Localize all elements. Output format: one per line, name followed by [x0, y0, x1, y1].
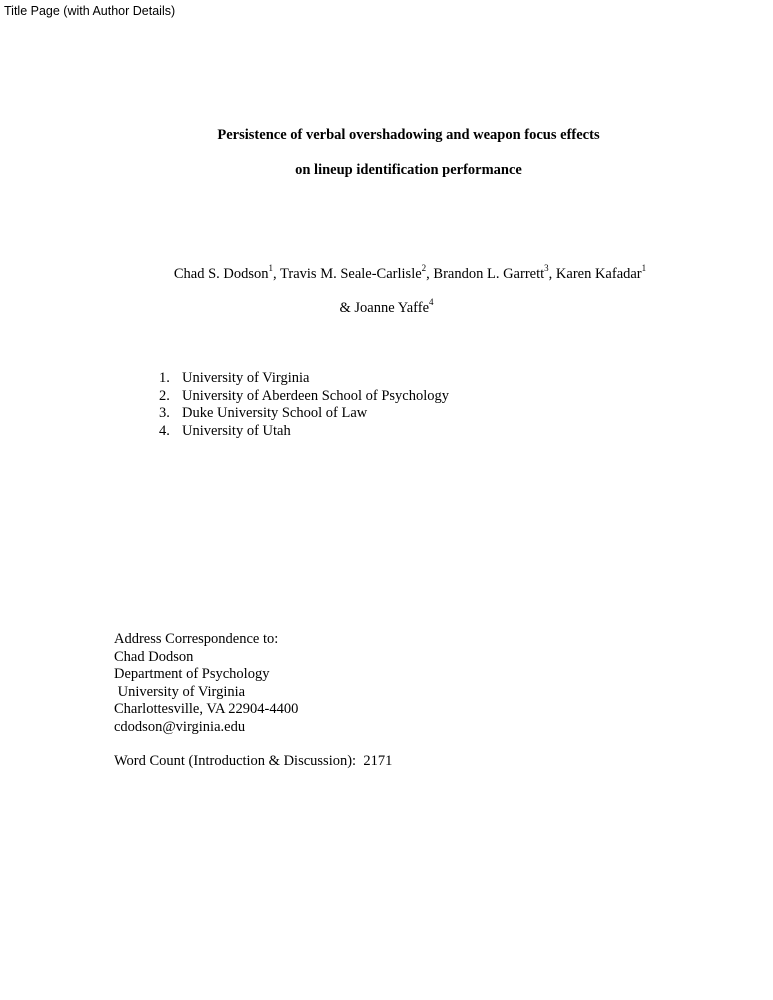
correspondence-department: Department of Psychology — [114, 666, 270, 682]
correspondence-city: Charlottesville, VA 22904-4400 — [114, 701, 299, 717]
correspondence-name: Chad Dodson — [114, 648, 194, 665]
author-name: Travis M. Seale-Carlisle — [280, 266, 422, 282]
correspondence-university: University of Virginia — [114, 683, 246, 700]
author-name: & Joanne Yaffe — [339, 300, 430, 316]
word-count-label: Word Count (Introduction & Discussion): — [114, 753, 357, 769]
author-affiliation-sup: 3 — [544, 263, 549, 274]
author-list — [0, 265, 773, 283]
affiliation-name: University of Utah — [182, 422, 291, 439]
correspondence-block — [114, 631, 298, 736]
affiliation-number: 4. — [159, 422, 170, 439]
correspondence-heading: Address Correspondence to: — [114, 631, 279, 647]
affiliation-number: 2. — [159, 387, 170, 404]
page-header-label: Title Page (with Author Details) — [4, 4, 176, 18]
affiliation-name: Duke University School of Law — [182, 405, 368, 421]
author-affiliation-sup: 1 — [641, 263, 647, 274]
author-separator: , — [548, 266, 556, 282]
author-name: Chad S. Dodson — [173, 266, 269, 282]
author-list-continued — [0, 299, 773, 317]
affiliation-item — [159, 388, 449, 406]
affiliation-number: 1. — [159, 370, 170, 386]
author-affiliation-sup: 2 — [421, 263, 427, 274]
affiliation-name: University of Virginia — [182, 370, 310, 386]
affiliation-item — [159, 405, 449, 423]
affiliation-number: 3. — [159, 405, 170, 421]
author-affiliation-sup: 1 — [268, 263, 274, 274]
affiliation-item — [159, 370, 449, 388]
affiliation-name: University of Aberdeen School of Psychology — [182, 387, 450, 404]
author-separator: , — [273, 266, 281, 282]
paper-title-line-1: Persistence of verbal overshadowing and weapon focus effects — [217, 127, 600, 143]
correspondence-email: cdodson@virginia.edu — [114, 718, 246, 735]
author-separator: , — [426, 266, 434, 282]
affiliation-item — [159, 423, 449, 441]
affiliation-list — [159, 370, 449, 440]
word-count-value: 2171 — [363, 753, 393, 769]
paper-title-line-2: on lineup identification performance — [295, 162, 522, 178]
author-name: Karen Kafadar — [555, 266, 642, 282]
author-name: Brandon L. Garrett — [433, 266, 545, 282]
word-count — [114, 753, 392, 771]
author-affiliation-sup: 4 — [429, 297, 434, 308]
